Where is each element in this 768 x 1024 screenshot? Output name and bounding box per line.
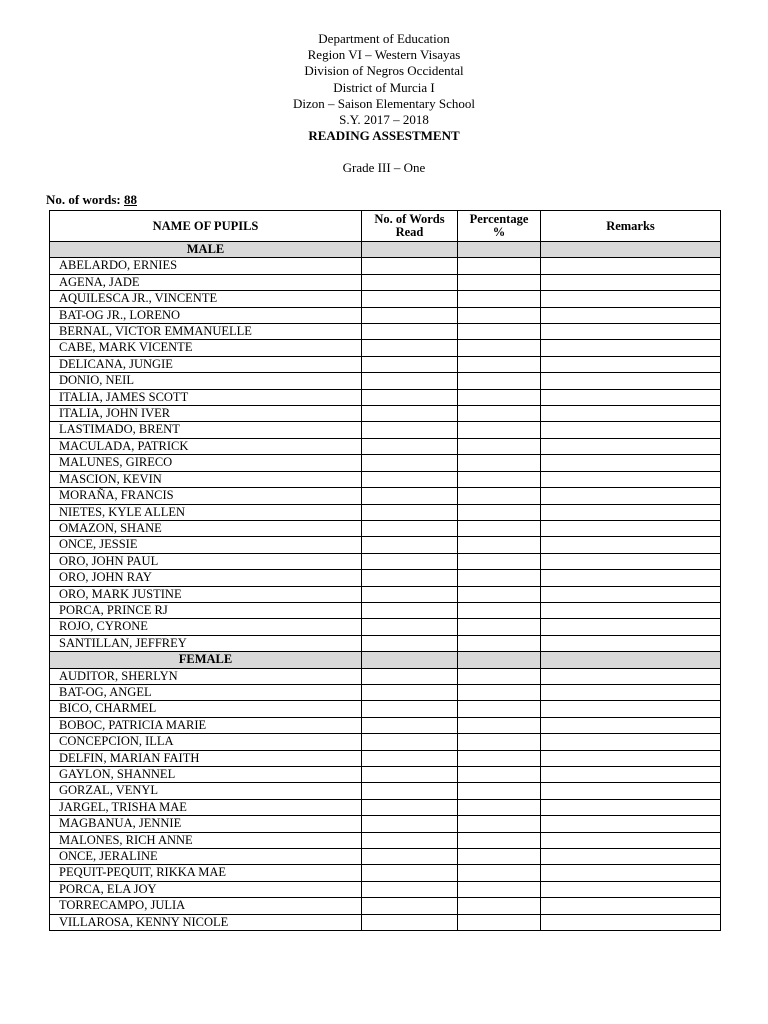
table-row	[50, 602, 721, 618]
table-row	[50, 455, 721, 471]
department-line: Department of Education	[318, 31, 450, 46]
table-row	[50, 307, 721, 323]
words-read-cell[interactable]	[362, 799, 458, 815]
pupil-name: MALUNES, GIRECO	[50, 455, 362, 471]
words-read-cell[interactable]	[362, 324, 458, 340]
pupil-name: GORZAL, VENYL	[50, 783, 362, 799]
table-row	[50, 520, 721, 536]
percentage-cell[interactable]	[458, 849, 541, 865]
pupil-name: BOBOC, PATRICIA MARIE	[50, 717, 362, 733]
percentage-cell[interactable]	[458, 520, 541, 536]
percentage-cell[interactable]	[458, 701, 541, 717]
remarks-cell[interactable]	[541, 455, 721, 471]
percentage-cell[interactable]	[458, 488, 541, 504]
word-count-value: 88	[124, 192, 137, 207]
pupil-name: AQUILESCA JR., VINCENTE	[50, 291, 362, 307]
pupil-name: DELICANA, JUNGIE	[50, 356, 362, 372]
words-read-cell[interactable]	[362, 356, 458, 372]
table-row	[50, 849, 721, 865]
remarks-cell[interactable]	[541, 849, 721, 865]
header-percentage	[458, 211, 541, 242]
table-row	[50, 898, 721, 914]
percentage-cell[interactable]	[458, 274, 541, 290]
remarks-cell[interactable]	[541, 537, 721, 553]
pupil-name: AUDITOR, SHERLYN	[50, 668, 362, 684]
pupil-name: ORO, JOHN PAUL	[50, 553, 362, 569]
table-row	[50, 750, 721, 766]
table-row	[50, 488, 721, 504]
table-row	[50, 799, 721, 815]
remarks-cell[interactable]	[541, 307, 721, 323]
pupil-name: DONIO, NEIL	[50, 373, 362, 389]
pupil-name: CABE, MARK VICENTE	[50, 340, 362, 356]
words-read-cell[interactable]	[362, 717, 458, 733]
female-section-label: FEMALE	[50, 652, 362, 668]
words-read-cell[interactable]	[362, 340, 458, 356]
table-row	[50, 553, 721, 569]
percentage-cell[interactable]	[458, 570, 541, 586]
percentage-cell[interactable]	[458, 373, 541, 389]
table-row	[50, 340, 721, 356]
table-row	[50, 767, 721, 783]
remarks-cell[interactable]	[541, 767, 721, 783]
pupil-name: ONCE, JERALINE	[50, 849, 362, 865]
percentage-cell[interactable]	[458, 717, 541, 733]
pupil-name: DELFIN, MARIAN FAITH	[50, 750, 362, 766]
percentage-cell[interactable]	[458, 586, 541, 602]
table-row	[50, 668, 721, 684]
words-read-cell[interactable]	[362, 734, 458, 750]
words-read-cell[interactable]	[362, 504, 458, 520]
remarks-cell[interactable]	[541, 701, 721, 717]
pupil-name: CONCEPCION, ILLA	[50, 734, 362, 750]
district-line: District of Murcia I	[333, 79, 435, 95]
words-read-cell[interactable]	[362, 619, 458, 635]
words-read-cell[interactable]	[362, 668, 458, 684]
words-read-cell[interactable]	[362, 783, 458, 799]
words-read-cell[interactable]	[362, 898, 458, 914]
percentage-cell[interactable]	[458, 832, 541, 848]
percentage-cell[interactable]	[458, 881, 541, 897]
words-read-cell[interactable]	[362, 488, 458, 504]
word-count-label: No. of words:	[46, 192, 124, 207]
percentage-cell[interactable]	[458, 471, 541, 487]
pupil-name: BAT-OG, ANGEL	[50, 684, 362, 700]
words-read-cell[interactable]	[362, 701, 458, 717]
table-row	[50, 373, 721, 389]
remarks-cell[interactable]	[541, 340, 721, 356]
grade-section: Grade III – One	[342, 160, 426, 175]
table-row	[50, 389, 721, 405]
words-read-cell[interactable]	[362, 881, 458, 897]
table-row	[50, 734, 721, 750]
percentage-cell[interactable]	[458, 684, 541, 700]
percentage-cell[interactable]	[458, 799, 541, 815]
female-section-row	[50, 652, 721, 668]
header-percentage-line2: %	[492, 225, 506, 239]
pupil-name: ONCE, JESSIE	[50, 537, 362, 553]
words-read-cell[interactable]	[362, 422, 458, 438]
remarks-cell[interactable]	[541, 389, 721, 405]
remarks-cell[interactable]	[541, 422, 721, 438]
pupil-name: AGENA, JADE	[50, 274, 362, 290]
remarks-cell[interactable]	[541, 684, 721, 700]
table-row	[50, 504, 721, 520]
table-row	[50, 717, 721, 733]
header-percentage-line1: Percentage	[469, 212, 529, 226]
percentage-cell[interactable]	[458, 668, 541, 684]
words-read-cell[interactable]	[362, 389, 458, 405]
pupil-name: PEQUIT-PEQUIT, RIKKA MAE	[50, 865, 362, 881]
header-words-read-line1: No. of Words	[374, 212, 445, 226]
remarks-cell[interactable]	[541, 520, 721, 536]
words-read-cell[interactable]	[362, 750, 458, 766]
pupil-name: ITALIA, JOHN IVER	[50, 406, 362, 422]
percentage-cell[interactable]	[458, 865, 541, 881]
table-row	[50, 324, 721, 340]
percentage-cell[interactable]	[458, 537, 541, 553]
percentage-cell[interactable]	[458, 767, 541, 783]
table-row	[50, 291, 721, 307]
percentage-cell[interactable]	[458, 816, 541, 832]
pupil-name: MORAÑA, FRANCIS	[50, 488, 362, 504]
pupil-name: ORO, JOHN RAY	[50, 570, 362, 586]
words-read-cell[interactable]	[362, 471, 458, 487]
remarks-cell[interactable]	[541, 914, 721, 930]
words-read-cell[interactable]	[362, 832, 458, 848]
table-row	[50, 619, 721, 635]
table-row	[50, 816, 721, 832]
table-row	[50, 356, 721, 372]
words-read-cell[interactable]	[362, 602, 458, 618]
remarks-cell[interactable]	[541, 816, 721, 832]
percentage-cell[interactable]	[458, 734, 541, 750]
section-empty-cell	[458, 242, 541, 258]
table-row	[50, 881, 721, 897]
percentage-cell[interactable]	[458, 324, 541, 340]
percentage-cell[interactable]	[458, 898, 541, 914]
percentage-cell[interactable]	[458, 422, 541, 438]
percentage-cell[interactable]	[458, 389, 541, 405]
remarks-cell[interactable]	[541, 602, 721, 618]
remarks-cell[interactable]	[541, 635, 721, 651]
remarks-cell[interactable]	[541, 274, 721, 290]
words-read-cell[interactable]	[362, 373, 458, 389]
words-read-cell[interactable]	[362, 914, 458, 930]
remarks-cell[interactable]	[541, 291, 721, 307]
percentage-cell[interactable]	[458, 750, 541, 766]
section-empty-cell	[362, 242, 458, 258]
table-row	[50, 701, 721, 717]
percentage-cell[interactable]	[458, 455, 541, 471]
remarks-cell[interactable]	[541, 865, 721, 881]
remarks-cell[interactable]	[541, 619, 721, 635]
table-row	[50, 274, 721, 290]
remarks-cell[interactable]	[541, 586, 721, 602]
section-empty-cell	[541, 652, 721, 668]
remarks-cell[interactable]	[541, 881, 721, 897]
pupil-name: MAGBANUA, JENNIE	[50, 816, 362, 832]
pupil-name: PORCA, ELA JOY	[50, 881, 362, 897]
words-read-cell[interactable]	[362, 849, 458, 865]
table-row	[50, 570, 721, 586]
remarks-cell[interactable]	[541, 324, 721, 340]
pupil-name: MASCION, KEVIN	[50, 471, 362, 487]
remarks-cell[interactable]	[541, 356, 721, 372]
percentage-cell[interactable]	[458, 602, 541, 618]
pupil-name: VILLAROSA, KENNY NICOLE	[50, 914, 362, 930]
words-read-cell[interactable]	[362, 586, 458, 602]
section-empty-cell	[362, 652, 458, 668]
percentage-cell[interactable]	[458, 438, 541, 454]
header-remarks: Remarks	[541, 211, 721, 242]
remarks-cell[interactable]	[541, 750, 721, 766]
remarks-cell[interactable]	[541, 471, 721, 487]
pupil-name: PORCA, PRINCE RJ	[50, 602, 362, 618]
pupil-name: BERNAL, VICTOR EMMANUELLE	[50, 324, 362, 340]
words-read-cell[interactable]	[362, 520, 458, 536]
words-read-cell[interactable]	[362, 455, 458, 471]
remarks-cell[interactable]	[541, 734, 721, 750]
words-read-cell[interactable]	[362, 258, 458, 274]
pupil-name: MACULADA, PATRICK	[50, 438, 362, 454]
percentage-cell[interactable]	[458, 619, 541, 635]
remarks-cell[interactable]	[541, 553, 721, 569]
table-row	[50, 865, 721, 881]
section-empty-cell	[541, 242, 721, 258]
school-year-line: S.Y. 2017 – 2018	[339, 112, 429, 128]
document-title: READING ASSESTMENT	[308, 128, 460, 144]
assessment-table	[49, 210, 721, 931]
header-words-read	[362, 211, 458, 242]
pupil-name: OMAZON, SHANE	[50, 520, 362, 536]
pupil-name: BICO, CHARMEL	[50, 701, 362, 717]
document-header	[0, 31, 768, 144]
table-row	[50, 832, 721, 848]
table-row	[50, 684, 721, 700]
table-row	[50, 586, 721, 602]
percentage-cell[interactable]	[458, 553, 541, 569]
remarks-cell[interactable]	[541, 668, 721, 684]
pupil-name: SANTILLAN, JEFFREY	[50, 635, 362, 651]
remarks-cell[interactable]	[541, 373, 721, 389]
table-row	[50, 914, 721, 930]
pupil-name: MALONES, RICH ANNE	[50, 832, 362, 848]
words-read-cell[interactable]	[362, 767, 458, 783]
words-read-cell[interactable]	[362, 274, 458, 290]
table-row	[50, 537, 721, 553]
table-row	[50, 783, 721, 799]
remarks-cell[interactable]	[541, 504, 721, 520]
table-row	[50, 422, 721, 438]
division-line: Division of Negros Occidental	[304, 63, 464, 79]
header-name-of-pupils: NAME OF PUPILS	[50, 211, 362, 242]
words-read-cell[interactable]	[362, 865, 458, 881]
table-row	[50, 406, 721, 422]
remarks-cell[interactable]	[541, 258, 721, 274]
percentage-cell[interactable]	[458, 258, 541, 274]
words-read-cell[interactable]	[362, 438, 458, 454]
table-body	[50, 242, 721, 931]
remarks-cell[interactable]	[541, 488, 721, 504]
remarks-cell[interactable]	[541, 799, 721, 815]
words-read-cell[interactable]	[362, 684, 458, 700]
pupil-name: ITALIA, JAMES SCOTT	[50, 389, 362, 405]
percentage-cell[interactable]	[458, 914, 541, 930]
word-count	[46, 192, 137, 208]
percentage-cell[interactable]	[458, 406, 541, 422]
pupil-name: ORO, MARK JUSTINE	[50, 586, 362, 602]
remarks-cell[interactable]	[541, 783, 721, 799]
percentage-cell[interactable]	[458, 340, 541, 356]
table-row	[50, 635, 721, 651]
words-read-cell[interactable]	[362, 307, 458, 323]
pupil-name: TORRECAMPO, JULIA	[50, 898, 362, 914]
percentage-cell[interactable]	[458, 291, 541, 307]
region-line: Region VI – Western Visayas	[307, 47, 461, 63]
percentage-cell[interactable]	[458, 504, 541, 520]
words-read-cell[interactable]	[362, 553, 458, 569]
remarks-cell[interactable]	[541, 570, 721, 586]
remarks-cell[interactable]	[541, 438, 721, 454]
words-read-cell[interactable]	[362, 291, 458, 307]
male-section-label: MALE	[50, 242, 362, 258]
table-row	[50, 258, 721, 274]
school-line: Dizon – Saison Elementary School	[293, 95, 475, 111]
pupil-name: GAYLON, SHANNEL	[50, 767, 362, 783]
section-empty-cell	[458, 652, 541, 668]
pupil-name: LASTIMADO, BRENT	[50, 422, 362, 438]
words-read-cell[interactable]	[362, 406, 458, 422]
percentage-cell[interactable]	[458, 635, 541, 651]
male-section-row	[50, 242, 721, 258]
header-words-read-line2: Read	[395, 225, 424, 239]
pupil-name: NIETES, KYLE ALLEN	[50, 504, 362, 520]
pupil-name: ROJO, CYRONE	[50, 619, 362, 635]
table-header-row	[50, 211, 721, 242]
words-read-cell[interactable]	[362, 537, 458, 553]
percentage-cell[interactable]	[458, 783, 541, 799]
remarks-cell[interactable]	[541, 898, 721, 914]
words-read-cell[interactable]	[362, 570, 458, 586]
words-read-cell[interactable]	[362, 816, 458, 832]
remarks-cell[interactable]	[541, 406, 721, 422]
percentage-cell[interactable]	[458, 356, 541, 372]
remarks-cell[interactable]	[541, 832, 721, 848]
table-row	[50, 471, 721, 487]
percentage-cell[interactable]	[458, 307, 541, 323]
pupil-name: ABELARDO, ERNIES	[50, 258, 362, 274]
remarks-cell[interactable]	[541, 717, 721, 733]
table-row	[50, 438, 721, 454]
pupil-name: BAT-OG JR., LORENO	[50, 307, 362, 323]
words-read-cell[interactable]	[362, 635, 458, 651]
pupil-name: JARGEL, TRISHA MAE	[50, 799, 362, 815]
